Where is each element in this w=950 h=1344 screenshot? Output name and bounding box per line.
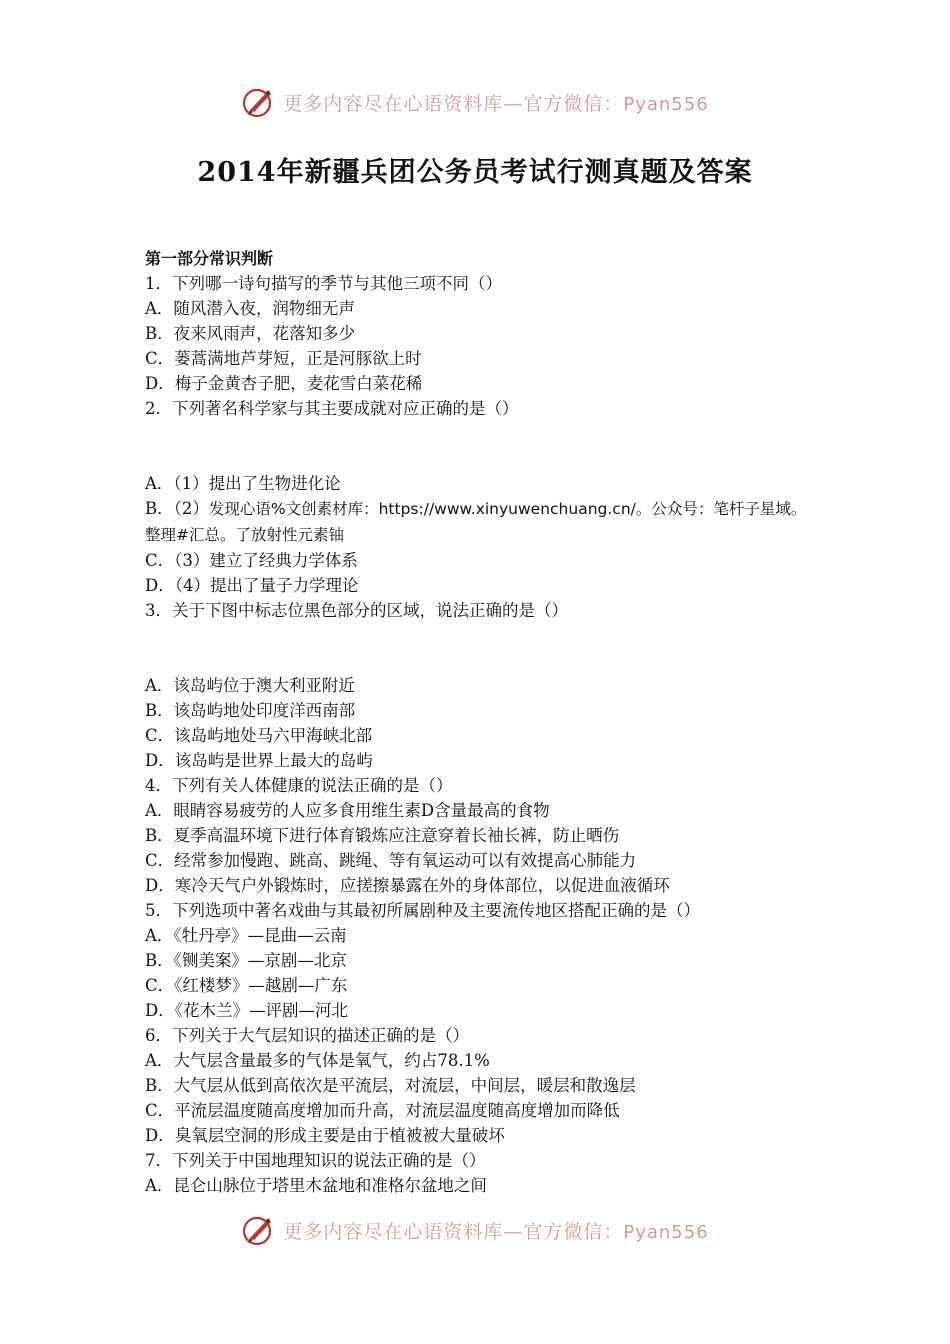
text-line: D．（4）提出了量子力学理论 (145, 576, 359, 595)
text-line: 7．下列关于中国地理知识的说法正确的是（） (145, 1151, 486, 1170)
text-line: C．该岛屿地处马六甲海峡北部 (145, 726, 373, 745)
text-line: A．眼睛容易疲劳的人应多食用维生素D含量最高的食物 (145, 801, 550, 820)
text-line: 4．下列有关人体健康的说法正确的是（） (145, 776, 453, 795)
section-title: 第一部分常识判断 (145, 249, 274, 268)
text-line-wrapped: B．（2）发现心语%文创素材库：https://www.xinyuwenchuang.cn/。公众号：笔杆子星域。整理#汇总。了放射性元素铀 (145, 499, 807, 544)
text-line: 1．下列哪一诗句描写的季节与其他三项不同（） (145, 274, 502, 293)
text-line: D．寒冷天气户外锻炼时，应搓擦暴露在外的身体部位，以促进血液循环 (145, 876, 670, 895)
text-line: C．平流层温度随高度增加而升高，对流层温度随高度增加而降低 (145, 1101, 620, 1120)
pen-logo-icon (241, 84, 277, 120)
text-line: C．《红楼梦》—越剧—广东 (145, 976, 348, 995)
text-line: D．臭氧层空洞的形成主要是由于植被被大量破坏 (145, 1126, 505, 1145)
inserted-watermark-text: 发现心语%文创素材库：https://www.xinyuwenchuang.cn/。公众号：笔杆子星域。整理#汇总。了放射性元素铀 (145, 500, 807, 544)
pen-logo-icon (241, 1212, 277, 1248)
text-line: A．《牡丹亭》—昆曲—云南 (145, 926, 347, 945)
text-line: A．大气层含量最多的气体是氧气，约占78.1% (145, 1051, 490, 1070)
text-line: 3．关于下图中标志位黑色部分的区域，说法正确的是（） (145, 601, 568, 620)
text-line: B．《铡美案》—京剧—北京 (145, 951, 347, 970)
text-line: C．蒌蒿满地芦芽短，正是河豚欲上时 (145, 349, 422, 368)
text-line: A．（1）提出了生物进化论 (145, 474, 341, 493)
text-line: C．（3）建立了经典力学体系 (145, 551, 358, 570)
text-line: D．《花木兰》—评剧—河北 (145, 1001, 348, 1020)
page-title: 2014年新疆兵团公务员考试行测真题及答案 (197, 157, 753, 188)
header-banner (0, 82, 950, 122)
text-line: B．夏季高温环境下进行体育锻炼应注意穿着长袖长裤，防止晒伤 (145, 826, 620, 845)
text-line: 2．下列著名科学家与其主要成就对应正确的是（） (145, 399, 519, 418)
figure-gap (145, 623, 815, 673)
banner-text: 更多内容尽在心语资料库—官方微信：Pyan556 (283, 1220, 709, 1243)
footer-banner (0, 1210, 950, 1250)
text-line: D．梅子金黄杏子肥，麦花雪白菜花稀 (145, 374, 423, 393)
document-body (145, 246, 815, 1198)
text-line: A．昆仑山脉位于塔里木盆地和准格尔盆地之间 (145, 1176, 487, 1195)
text-line: D．该岛屿是世界上最大的岛屿 (145, 751, 373, 770)
text-line: 6．下列关于大气层知识的描述正确的是（） (145, 1026, 469, 1045)
banner-text: 更多内容尽在心语资料库—官方微信：Pyan556 (283, 92, 709, 115)
text-line: B．大气层从低到高依次是平流层，对流层，中间层，暖层和散逸层 (145, 1076, 636, 1095)
text-line: A．该岛屿位于澳大利亚附近 (145, 676, 355, 695)
text-line: A．随风潜入夜，润物细无声 (145, 299, 355, 318)
text-line: B．夜来风雨声，花落知多少 (145, 324, 356, 343)
text-line: 5．下列选项中著名戏曲与其最初所属剧种及主要流传地区搭配正确的是（） (145, 901, 700, 920)
text-line: C．经常参加慢跑、跳高、跳绳、等有氧运动可以有效提高心肺能力 (145, 851, 637, 870)
figure-gap (145, 421, 815, 471)
text-line: B．该岛屿地处印度洋西南部 (145, 701, 356, 720)
